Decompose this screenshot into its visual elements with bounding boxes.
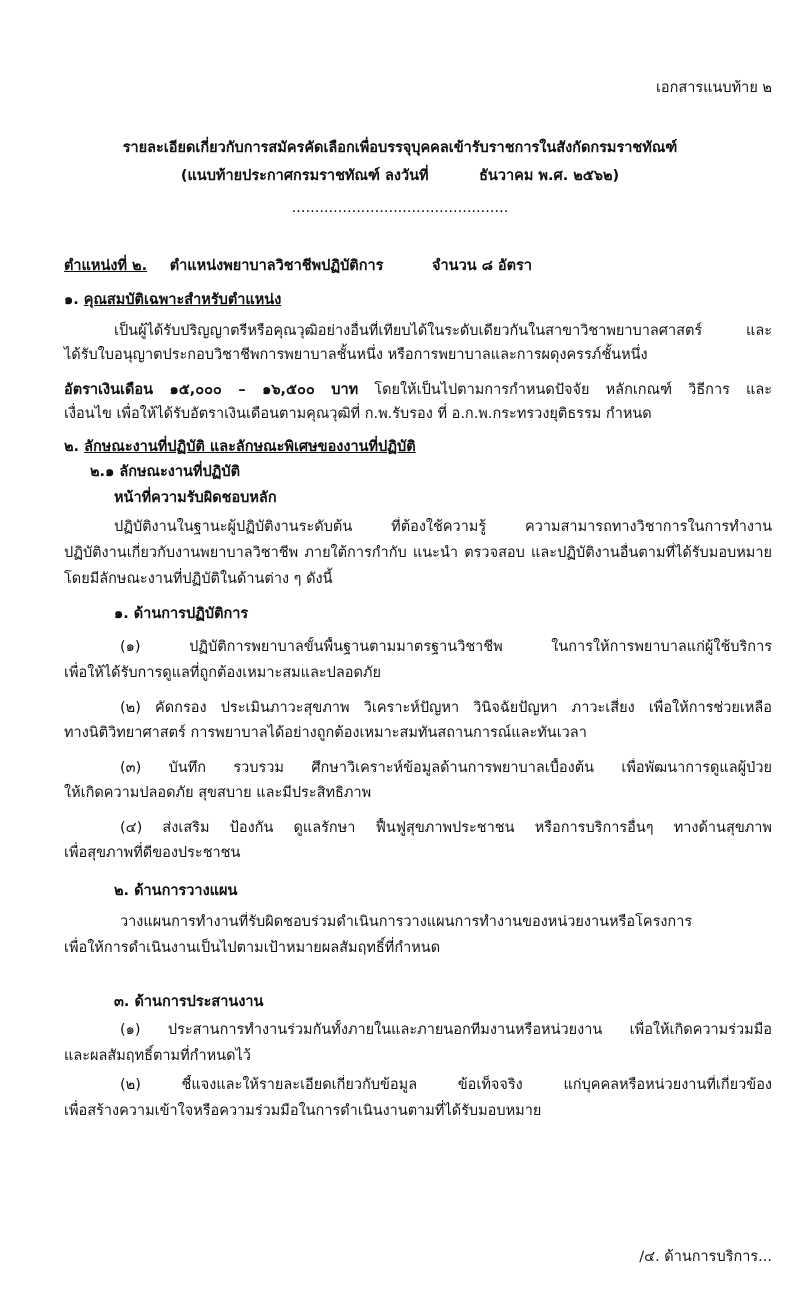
duty-line: โดยมีลักษณะงานที่ปฏิบัติในด้านต่าง ๆ ดังนี้: [64, 571, 333, 587]
position-name: ตำแหน่งพยาบาลวิชาชีพปฏิบัติการ: [169, 258, 384, 274]
area-item-line: ให้เกิดความปลอดภัย สุขสบาย และมีประสิทธิภาพ: [64, 785, 372, 801]
continuation-note: /๔. ด้านการบริการ...: [639, 1249, 772, 1265]
area-heading: ๓. ด้านการประสานงาน: [114, 994, 264, 1010]
annex-label: เอกสารแนบท้าย ๒: [655, 80, 772, 96]
duty-line: ปฏิบัติงานเกี่ยวกับงานพยาบาลวิชาชีพ ภายใต้การกำกับ แนะนำ ตรวจสอบ และปฏิบัติงานอื่นตามที่ได้รับมอบหมาย: [64, 545, 772, 561]
area-item-line: เพื่อให้การดำเนินงานเป็นไปตามเป้าหมายผลสัมฤทธิ์ที่กำหนด: [64, 940, 441, 956]
heading-number: ๑.: [64, 292, 79, 308]
area-heading: ๑. ด้านการปฏิบัติการ: [114, 606, 249, 622]
area-item-line: วางแผนการทำงานที่รับผิดชอบร่วมดำเนินการวางแผนการทำงานของหน่วยงานหรือโครงการ: [120, 914, 693, 930]
document-title: รายละเอียดเกี่ยวกับการสมัครคัดเลือกเพื่อบรรจุบุคคลเข้ารับราชการในสังกัดกรมราชทัณฑ์: [122, 140, 678, 156]
salary-text: โดยให้เป็นไปตามการกำหนดปัจจัย หลักเกณฑ์ วิธีการ และ: [358, 382, 772, 398]
subsection-heading: ๒.๑ ลักษณะงานที่ปฏิบัติ: [90, 464, 241, 480]
section1-heading: [64, 290, 281, 310]
area-item-line: เพื่อสร้างความเข้าใจหรือความร่วมมือในการดำเนินงานตามที่ได้รับมอบหมาย: [64, 1103, 542, 1119]
area-item-line: เพื่อสุขภาพที่ดีของประชาชน: [64, 845, 241, 861]
salary-line: [64, 380, 772, 400]
duty-heading: หน้าที่ความรับผิดชอบหลัก: [114, 490, 277, 506]
area-item-line: ทางนิติวิทยาศาสตร์ การพยาบาลได้อย่างถูกต้องเหมาะสมทันสถานการณ์และทันเวลา: [64, 725, 587, 741]
area-heading: ๒. ด้านการวางแผน: [114, 883, 238, 899]
section2-heading: [64, 437, 416, 457]
position-label: ตำแหน่งที่ ๒.: [64, 258, 148, 274]
salary-amount: อัตราเงินเดือน ๑๕,๐๐๐ – ๑๖,๕๐๐ บาท: [64, 382, 359, 398]
duty-line: ปฏิบัติงานในฐานะผู้ปฏิบัติงานระดับต้น ที่ต้องใช้ความรู้ ความสามารถทางวิชาการในการทำงาน: [114, 519, 772, 535]
area-item-line: เพื่อให้ได้รับการดูแลที่ถูกต้องเหมาะสมและปลอดภัย: [64, 665, 381, 681]
qualification-line: เป็นผู้ได้รับปริญญาตรีหรือคุณวุฒิอย่างอื่นที่เทียบได้ในระดับเดียวกันในสาขาวิชาพยาบาลศาสตร์ และ: [114, 323, 772, 339]
document-subtitle: (แนบท้ายประกาศกรมราชทัณฑ์ ลงวันที่ ธันวาคม พ.ศ. ๒๕๖๒): [180, 168, 620, 184]
position-count: จำนวน ๘ อัตรา: [432, 258, 532, 274]
area-item-line: และผลสัมฤทธิ์ตามที่กำหนดไว้: [64, 1048, 251, 1064]
heading-text: คุณสมบัติเฉพาะสำหรับตำแหน่ง: [83, 292, 282, 308]
heading-number: ๒.: [64, 439, 80, 455]
position-line: [64, 256, 532, 276]
area-item-line: (๒) ชี้แจงและให้รายละเอียดเกี่ยวกับข้อมูล ข้อเท็จจริง แก่บุคคลหรือหน่วยงานที่เกี่ยวข้อง: [120, 1077, 772, 1093]
heading-text: ลักษณะงานที่ปฏิบัติ และลักษณะพิเศษของงานที่ปฏิบัติ: [84, 439, 416, 455]
qualification-line: ได้รับใบอนุญาตประกอบวิชาชีพการพยาบาลชั้นหนึ่ง หรือการพยาบาลและการผดุงครรภ์ชั้นหนึ่ง: [64, 347, 648, 363]
area-item-line: (๒) คัดกรอง ประเมินภาวะสุขภาพ วิเคราะห์ปัญหา วินิจฉัยปัญหา ภาวะเสี่ยง เพื่อให้การช่วยเหลือ: [120, 700, 772, 716]
area-item-line: (๓) บันทึก รวบรวม ศึกษาวิเคราะห์ข้อมูลด้านการพยาบาลเบื้องต้น เพื่อพัฒนาการดูแลผู้ป่วย: [120, 760, 772, 776]
area-item-line: (๔) ส่งเสริม ป้องกัน ดูแลรักษา ฟื้นฟูสุขภาพประชาชน หรือการบริการอื่นๆ ทางด้านสุขภาพ: [120, 820, 772, 836]
area-item-line: (๑) ประสานการทำงานร่วมกันทั้งภายในและภายนอกทีมงานหรือหน่วยงาน เพื่อให้เกิดความร่วมมือ: [120, 1022, 772, 1038]
separator: ...............................................: [291, 200, 509, 216]
salary-line: เงื่อนไข เพื่อให้ได้รับอัตราเงินเดือนตามคุณวุฒิที่ ก.พ.รับรอง ที่ อ.ก.พ.กระทรวงยุติธรรม กำหนด: [64, 406, 652, 422]
area-item-line: (๑) ปฏิบัติการพยาบาลขั้นพื้นฐานตามมาตรฐานวิชาชีพ ในการให้การพยาบาลแก่ผู้ใช้บริการ: [120, 639, 772, 655]
